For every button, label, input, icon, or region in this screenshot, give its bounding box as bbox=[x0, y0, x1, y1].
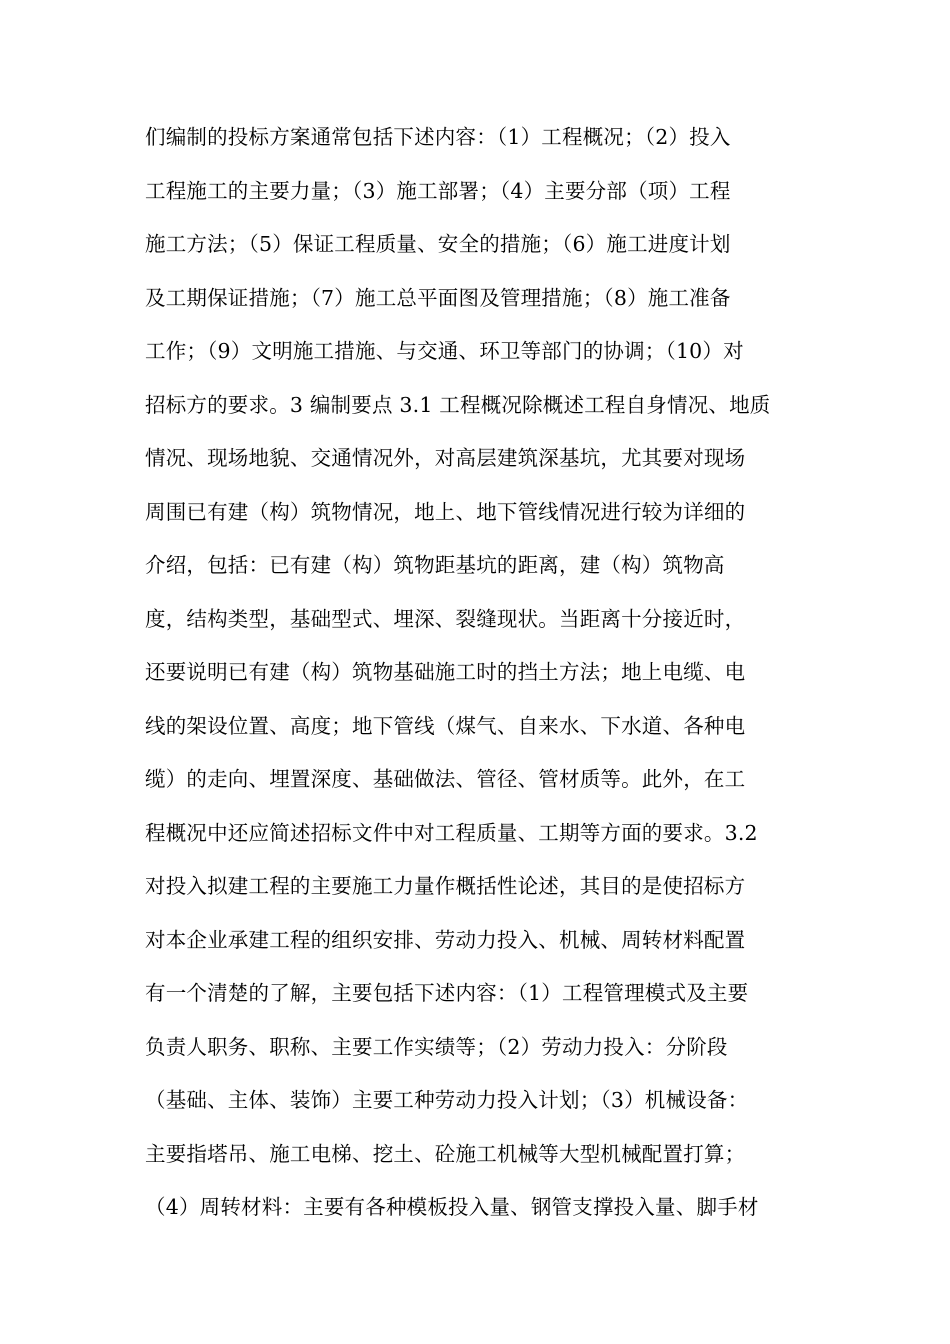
text-line: 对本企业承建工程的组织安排、劳动力投入、机械、周转材料配置 bbox=[145, 927, 746, 952]
text-line: 缆）的走向、埋置深度、基础做法、管径、管材质等。此外，在工 bbox=[145, 767, 746, 791]
text-line: 们编制的投标方案通常包括下述内容：（1）工程概况；（2）投入 bbox=[145, 125, 731, 149]
text-line: 招标方的要求。3 编制要点 3.1 工程概况除概述工程自身情况、地质 bbox=[145, 392, 771, 417]
text-line: 工程施工的主要力量；（3）施工部署；（4）主要分部（项）工程 bbox=[145, 178, 731, 203]
text-line: 介绍，包括：已有建（构）筑物距基坑的距离，建（构）筑物高 bbox=[145, 553, 725, 577]
text-line: 周围已有建（构）筑物情况，地上、地下管线情况进行较为详细的 bbox=[145, 499, 746, 524]
text-line: 程概况中还应简述招标文件中对工程质量、工期等方面的要求。3.2 bbox=[145, 820, 758, 845]
text-line: 度，结构类型，基础型式、埋深、裂缝现状。当距离十分接近时， bbox=[145, 606, 746, 631]
text-line: 线的架设位置、高度；地下管线（煤气、自来水、下水道、各种电 bbox=[145, 713, 746, 738]
text-line: 有一个清楚的了解，主要包括下述内容：（1）工程管理模式及主要 bbox=[145, 981, 749, 1005]
text-line: 负责人职务、职称、主要工作实绩等；（2）劳动力投入：分阶段 bbox=[145, 1034, 728, 1059]
text-line: 主要指塔吊、施工电梯、挖土、砼施工机械等大型机械配置打算； bbox=[145, 1141, 746, 1166]
text-line: 工作；（9）文明施工措施、与交通、环卫等部门的协调；（10）对 bbox=[145, 339, 744, 363]
text-line: （基础、主体、装饰）主要工种劳动力投入计划；（3）机械设备： bbox=[145, 1088, 749, 1112]
text-line: 施工方法；（5）保证工程质量、安全的措施；（6）施工进度计划 bbox=[145, 232, 731, 256]
text-line: 及工期保证措施；（7）施工总平面图及管理措施；（8）施工准备 bbox=[145, 285, 731, 310]
text-line: （4）周转材料：主要有各种模板投入量、钢管支撑投入量、脚手材 bbox=[145, 1195, 759, 1219]
body-text bbox=[145, 115, 825, 1239]
text-line: 对投入拟建工程的主要施工力量作概括性论述，其目的是使招标方 bbox=[145, 874, 746, 898]
text-line: 还要说明已有建（构）筑物基础施工时的挡土方法；地上电缆、电 bbox=[145, 660, 746, 684]
text-line: 情况、现场地貌、交通情况外，对高层建筑深基坑，尤其要对现场 bbox=[145, 446, 746, 470]
